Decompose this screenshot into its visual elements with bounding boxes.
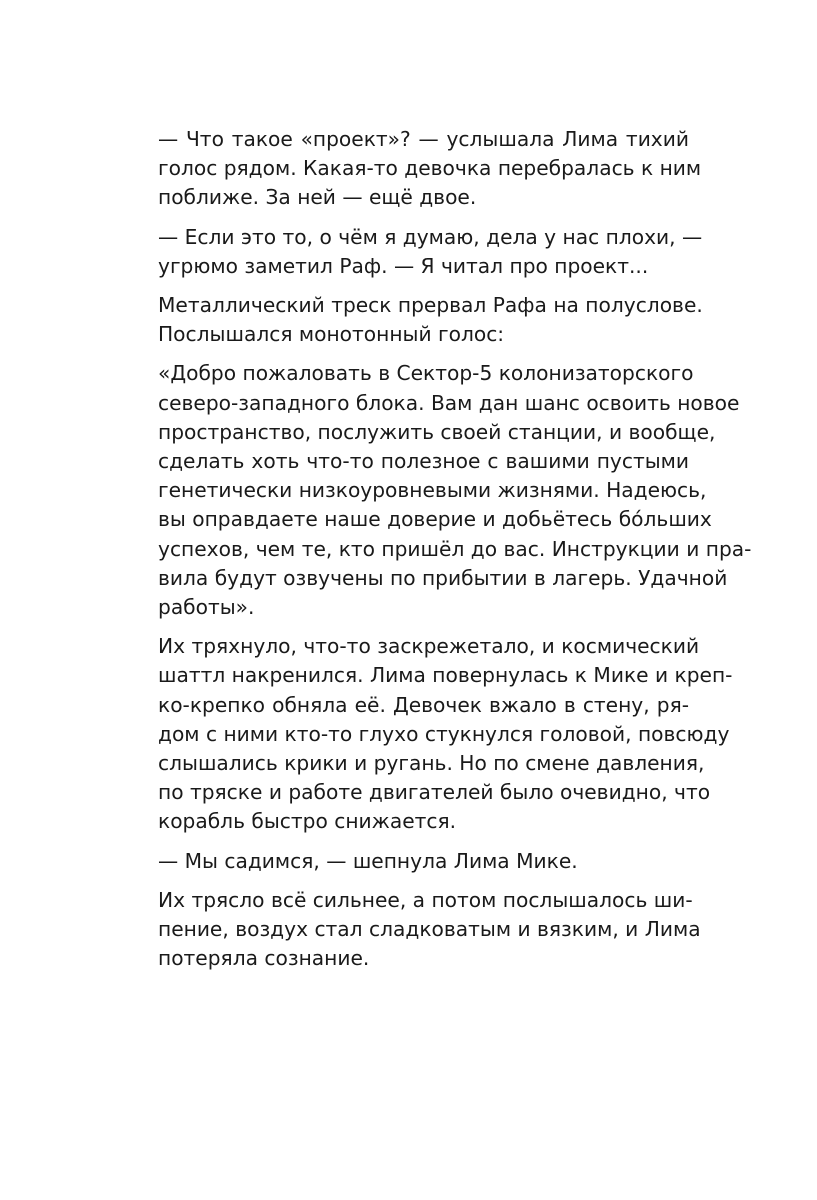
text-line: голос рядом. Какая-то девочка перебралась к ним xyxy=(158,156,702,181)
text-line: слышались крики и ругань. Но по смене давления, xyxy=(158,751,705,776)
text-line: поближе. За ней — ещё двое. xyxy=(158,185,477,210)
text-line: — Мы садимся, — шепнула Лима Мике. xyxy=(158,848,578,873)
text-line: по тряске и работе двигателей было очевидно, что xyxy=(158,780,711,805)
paragraph-1 xyxy=(128,125,702,213)
text-line: угрюмо заметил Раф. — Я читал про проект... xyxy=(158,253,649,278)
text-line: успехов, чем те, кто пришёл до вас. Инструкции и пра- xyxy=(158,536,752,561)
text-line: корабль быстро снижается. xyxy=(158,809,457,834)
text-line: пространство, послужить своей станции, и вообще, xyxy=(158,419,716,444)
text-line: вила будут озвучены по прибытии в лагерь. Удачной xyxy=(158,565,728,590)
text-line: работы». xyxy=(158,595,255,620)
text-line: пение, воздух стал сладковатым и вязким, и Лима xyxy=(158,917,701,942)
text-line: «Добро пожаловать в Сектор-5 колонизаторского xyxy=(158,361,694,386)
text-line: Их трясло всё сильнее, а потом послышалось ши- xyxy=(158,887,693,912)
paragraph-2 xyxy=(128,223,703,281)
text-line: — Что такое «проект»? — услышала Лима тихий xyxy=(158,127,689,151)
text-line: потеряла сознание. xyxy=(158,946,370,971)
text-line: северо-западного блока. Вам дан шанс освоить новое xyxy=(158,390,740,415)
text-line: — Если это то, о чём я думаю, дела у нас плохи, — xyxy=(158,224,703,249)
text-line: сделать хоть что-то полезное с вашими пустыми xyxy=(158,449,689,474)
text-line: вы оправдаете наше доверие и добьётесь бо́льших xyxy=(158,507,712,532)
paragraph-6 xyxy=(128,847,689,876)
paragraph-5 xyxy=(128,632,733,836)
text-line: Их тряхнуло, что-то заскрежетало, и космический xyxy=(158,634,700,659)
text-line: дом с ними кто-то глухо стукнулся головой, повсюду xyxy=(158,721,730,746)
text-line: ко-крепко обняла её. Девочек вжало в стену, ря- xyxy=(158,692,689,717)
paragraph-7 xyxy=(128,886,701,974)
text-line: Металлический треск прервал Рафа на полуслове. xyxy=(158,293,703,318)
body-text xyxy=(128,125,752,983)
paragraph-3 xyxy=(128,291,703,349)
text-line: шаттл накренился. Лима повернулась к Мике и креп- xyxy=(158,663,733,688)
text-line: генетически низкоуровневыми жизнями. Надеюсь, xyxy=(158,478,707,503)
text-line: Послышался монотонный голос: xyxy=(158,322,505,347)
paragraph-4 xyxy=(128,359,752,622)
